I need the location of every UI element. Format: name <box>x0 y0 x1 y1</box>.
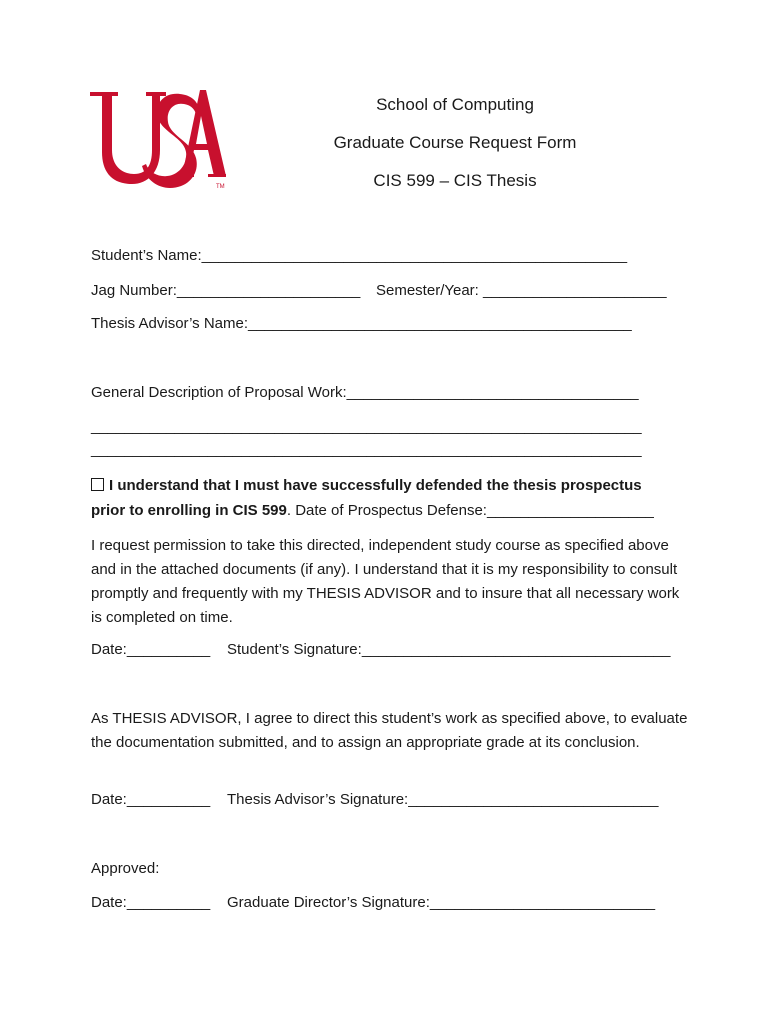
advisor-signature-field[interactable]: Thesis Advisor’s Signature:______________________________ <box>227 791 659 808</box>
advisor-name-field[interactable]: Thesis Advisor’s Name:______________________________________________ <box>91 315 632 332</box>
jag-number-field[interactable]: Jag Number:______________________ <box>91 282 361 299</box>
prospectus-bold-text: prior to enrolling in CIS 599 <box>91 502 287 519</box>
prospectus-statement-line1 <box>91 477 642 494</box>
form-title: Graduate Course Request Form <box>333 133 577 152</box>
prospectus-bold-text: I understand that I must have successfully defended the thesis prospectus <box>109 477 642 494</box>
prospectus-checkbox[interactable] <box>91 478 104 491</box>
student-signature-field[interactable]: Student’s Signature:_____________________________________ <box>227 641 671 658</box>
usa-logo <box>88 88 228 196</box>
request-paragraph: I request permission to take this directed, independent study course as specified above and in the attached documents (if any). I understand that it is my responsibility to consult promptly and frequently with my THESIS ADVISOR and to insure that all necessary work is completed on time. <box>91 537 680 626</box>
description-line[interactable]: __________________________________________________________________ <box>91 441 642 458</box>
course-title: CIS 599 – CIS Thesis <box>373 171 537 190</box>
approved-label: Approved: <box>91 860 160 877</box>
director-signature-field[interactable]: Graduate Director’s Signature:___________________________ <box>227 894 656 911</box>
description-line[interactable]: __________________________________________________________________ <box>91 418 642 435</box>
student-name-field[interactable]: Student’s Name:___________________________________________________ <box>91 247 628 264</box>
prospectus-defense-date-field[interactable]: . Date of Prospectus Defense:____________________ <box>286 502 654 519</box>
director-date-field[interactable]: Date:__________ <box>91 894 211 911</box>
school-name: School of Computing <box>376 95 534 114</box>
advisor-paragraph: As THESIS ADVISOR, I agree to direct this student’s work as specified above, to evaluate the documentation submitted, and to assign an appropriate grade at its conclusion. <box>91 710 688 751</box>
semester-year-field[interactable]: Semester/Year: ______________________ <box>376 282 667 299</box>
trademark-label: TM <box>216 184 225 190</box>
proposal-description-field[interactable]: General Description of Proposal Work:___________________________________ <box>91 384 639 401</box>
advisor-date-field[interactable]: Date:__________ <box>91 791 211 808</box>
student-date-field[interactable]: Date:__________ <box>91 641 211 658</box>
prospectus-statement-line2 <box>91 502 654 519</box>
